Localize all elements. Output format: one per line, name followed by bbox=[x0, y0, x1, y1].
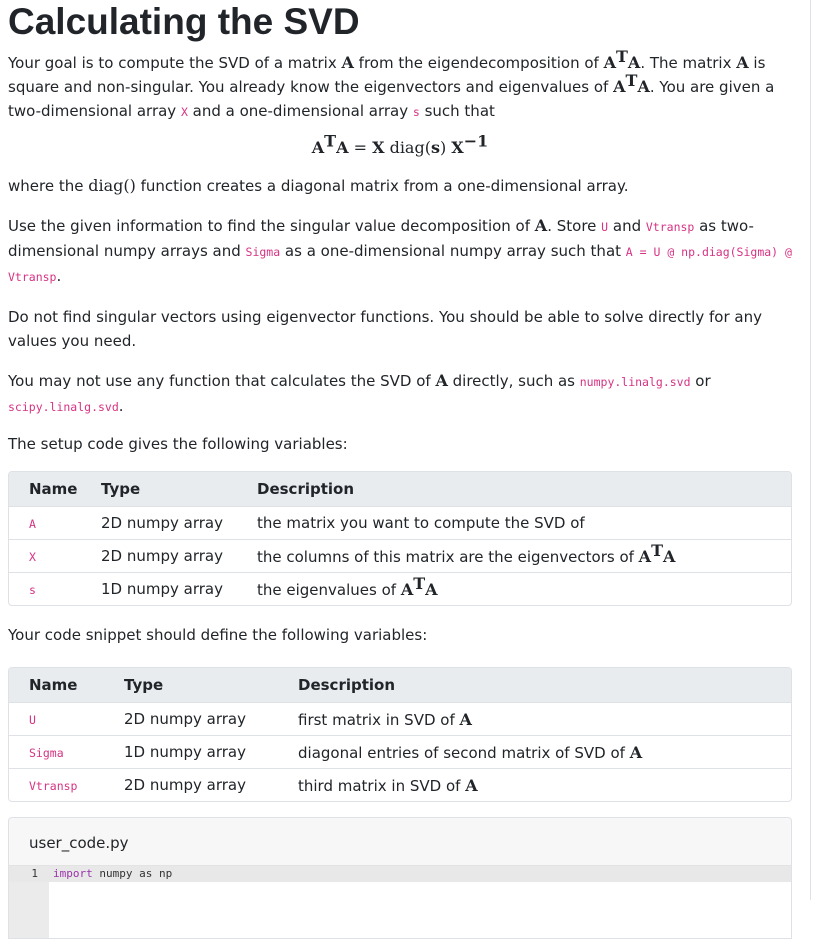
table-row: Vtransp 2D numpy array third matrix in SVD of A bbox=[9, 769, 791, 802]
col-header-name: Name bbox=[9, 668, 124, 703]
intro-paragraph: Your goal is to compute the SVD of a matrix A from the eigendecomposition of $A^TA$. The matrix A is square and non-singular. You already know the eigenvectors and eigenvalues of $A^TA$. You are given a two-dimensional array X and a one-dimensional array s such that bbox=[8, 47, 775, 120]
editor-filename: user_code.py bbox=[9, 818, 791, 866]
question-body bbox=[8, 0, 792, 939]
line-number: 1 bbox=[31, 867, 38, 880]
table-row: A 2D numpy array the matrix you want to compute the SVD of bbox=[29, 514, 585, 532]
code-line[interactable]: import numpy as np bbox=[53, 867, 173, 880]
diag-paragraph: where the diag() function creates a diagonal matrix from a one-dimensional array. bbox=[8, 176, 629, 195]
col-header-description: Description bbox=[298, 668, 791, 703]
output-variables-table bbox=[8, 667, 792, 802]
col-header-type: Type bbox=[101, 472, 257, 507]
table-row: U 2D numpy array first matrix in SVD of A bbox=[29, 709, 472, 729]
instructions-paragraph: Use the given information to find the singular value decomposition of A. Store U and Vtransp as two-dimensional numpy arrays and Sigma as a one-dimensional numpy array such that A = U @ np.diag(Sigma) @ Vtransp. bbox=[8, 216, 792, 285]
col-header-name: Name bbox=[9, 472, 101, 507]
col-header-type: Type bbox=[124, 668, 298, 703]
page-divider bbox=[810, 0, 811, 900]
code-editor[interactable] bbox=[9, 866, 791, 938]
setup-vars-heading: The setup code gives the following variables: bbox=[8, 435, 348, 453]
setup-variables-table bbox=[8, 471, 792, 606]
table-row: Sigma 1D numpy array diagonal entries of second matrix of SVD of A bbox=[9, 736, 791, 769]
code-editor-panel bbox=[8, 817, 792, 939]
output-vars-heading: Your code snippet should define the following variables: bbox=[8, 626, 428, 644]
eigendecomposition-equation: $A^TA = X$ diag(s) $X^{-1}$ bbox=[311, 131, 489, 157]
page-title: Calculating the SVD bbox=[8, 1, 360, 42]
table-row: X 2D numpy array the columns of this matrix are the eigenvectors of $A^TA$ bbox=[9, 540, 791, 573]
col-header-description: Description bbox=[257, 472, 791, 507]
restriction-paragraph: Do not find singular vectors using eigenvector functions. You should be able to solve directly for any values you need. bbox=[8, 308, 762, 350]
table-row: s 1D numpy array the eigenvalues of $A^TA$ bbox=[9, 573, 791, 606]
no-svd-paragraph: You may not use any function that calculates the SVD of A directly, such as numpy.linalg.svd or scipy.linalg.svd. bbox=[8, 371, 711, 415]
